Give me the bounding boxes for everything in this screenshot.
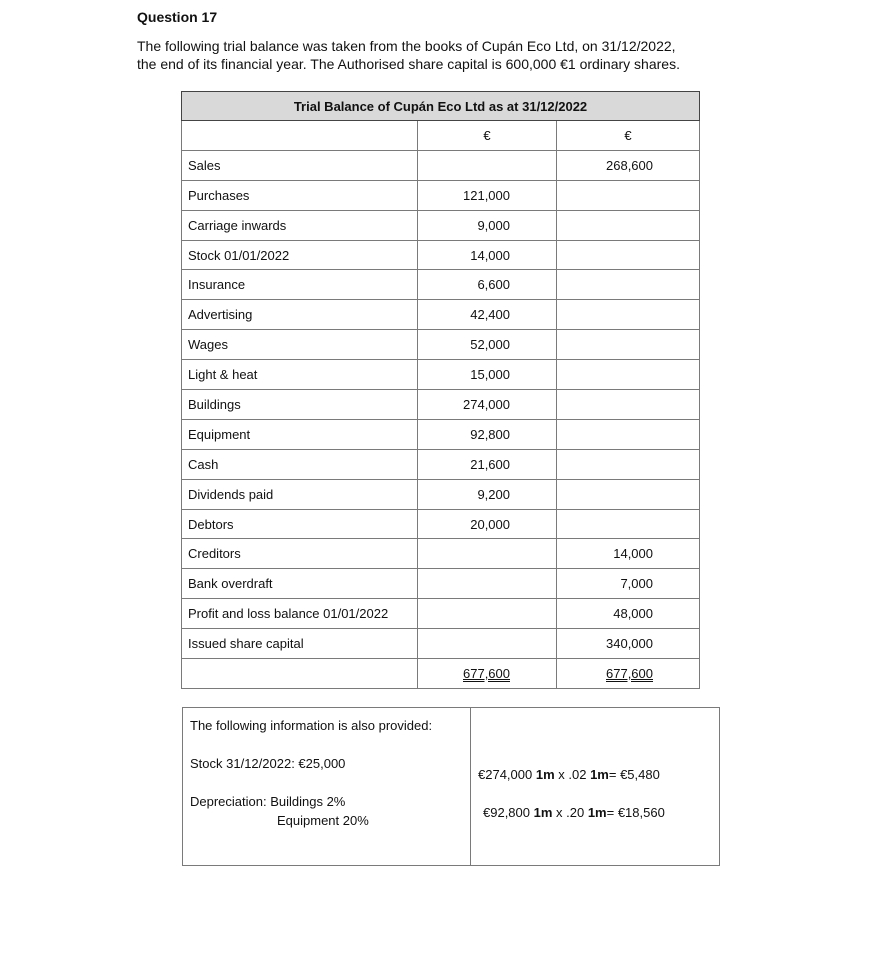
credit-amount — [557, 390, 700, 420]
table-row — [182, 449, 700, 479]
account-name: Sales — [182, 150, 418, 180]
account-name: Purchases — [182, 180, 418, 210]
table-row — [182, 300, 700, 330]
table-row — [182, 479, 700, 509]
credit-amount — [557, 479, 700, 509]
account-name: Debtors — [182, 509, 418, 539]
account-name: Dividends paid — [182, 479, 418, 509]
table-row — [182, 419, 700, 449]
credit-amount: 14,000 — [557, 539, 700, 569]
debit-amount: 121,000 — [418, 180, 557, 210]
debit-amount: 14,000 — [418, 240, 557, 270]
table-row — [182, 240, 700, 270]
account-name: Insurance — [182, 270, 418, 300]
debit-amount: 92,800 — [418, 419, 557, 449]
table-row — [182, 330, 700, 360]
intro-line-2: the end of its financial year. The Authorised share capital is 600,000 €1 ordinary shares. — [137, 56, 680, 72]
table-row — [182, 360, 700, 390]
total-credit: 677,600 — [557, 659, 700, 689]
table-row — [182, 539, 700, 569]
table-row — [182, 150, 700, 180]
table-row — [182, 270, 700, 300]
question-intro — [137, 37, 737, 73]
credit-amount — [557, 509, 700, 539]
debit-amount — [418, 150, 557, 180]
credit-amount — [557, 449, 700, 479]
credit-amount — [557, 210, 700, 240]
table-row — [182, 210, 700, 240]
totals-row — [182, 659, 700, 689]
credit-amount — [557, 270, 700, 300]
currency-debit: € — [418, 121, 557, 151]
account-name: Carriage inwards — [182, 210, 418, 240]
credit-amount: 7,000 — [557, 569, 700, 599]
table-row — [182, 569, 700, 599]
info-left-panel — [183, 708, 471, 865]
account-name: Stock 01/01/2022 — [182, 240, 418, 270]
debit-amount: 274,000 — [418, 390, 557, 420]
table-row — [182, 390, 700, 420]
info-stock: Stock 31/12/2022: €25,000 — [190, 756, 346, 771]
credit-amount: 48,000 — [557, 599, 700, 629]
info-depreciation-equipment: Equipment 20% — [277, 813, 369, 828]
account-name: Light & heat — [182, 360, 418, 390]
debit-amount: 9,200 — [418, 479, 557, 509]
debit-amount — [418, 629, 557, 659]
additional-info-box — [182, 707, 720, 866]
credit-amount — [557, 360, 700, 390]
table-row — [182, 599, 700, 629]
debit-amount: 20,000 — [418, 509, 557, 539]
info-heading: The following information is also provided: — [190, 718, 433, 733]
calc-equipment: €92,800 1m x .20 1m= €18,560 — [483, 805, 665, 820]
account-name: Bank overdraft — [182, 569, 418, 599]
calc-buildings: €274,000 1m x .02 1m= €5,480 — [478, 767, 660, 782]
totals-blank — [182, 659, 418, 689]
credit-amount: 268,600 — [557, 150, 700, 180]
intro-line-1: The following trial balance was taken from the books of Cupán Eco Ltd, on 31/12/2022, — [137, 38, 676, 54]
account-name: Advertising — [182, 300, 418, 330]
table-row — [182, 629, 700, 659]
credit-amount — [557, 419, 700, 449]
debit-amount — [418, 539, 557, 569]
account-name: Buildings — [182, 390, 418, 420]
account-name: Creditors — [182, 539, 418, 569]
trial-balance-title: Trial Balance of Cupán Eco Ltd as at 31/12/2022 — [182, 92, 700, 121]
debit-amount: 9,000 — [418, 210, 557, 240]
credit-amount — [557, 300, 700, 330]
table-row — [182, 509, 700, 539]
credit-amount — [557, 330, 700, 360]
account-name: Cash — [182, 449, 418, 479]
account-name: Equipment — [182, 419, 418, 449]
account-name: Wages — [182, 330, 418, 360]
currency-blank — [182, 121, 418, 151]
trial-balance-table — [181, 91, 700, 689]
trial-balance-header — [182, 92, 700, 121]
question-title: Question 17 — [137, 9, 218, 25]
debit-amount: 21,600 — [418, 449, 557, 479]
credit-amount — [557, 180, 700, 210]
account-name: Profit and loss balance 01/01/2022 — [182, 599, 418, 629]
currency-row — [182, 121, 700, 151]
debit-amount: 42,400 — [418, 300, 557, 330]
debit-amount — [418, 569, 557, 599]
table-row — [182, 180, 700, 210]
currency-credit: € — [557, 121, 700, 151]
debit-amount: 6,600 — [418, 270, 557, 300]
account-name: Issued share capital — [182, 629, 418, 659]
debit-amount: 52,000 — [418, 330, 557, 360]
credit-amount: 340,000 — [557, 629, 700, 659]
total-debit: 677,600 — [418, 659, 557, 689]
credit-amount — [557, 240, 700, 270]
info-depreciation-buildings: Depreciation: Buildings 2% — [190, 794, 346, 809]
debit-amount: 15,000 — [418, 360, 557, 390]
debit-amount — [418, 599, 557, 629]
